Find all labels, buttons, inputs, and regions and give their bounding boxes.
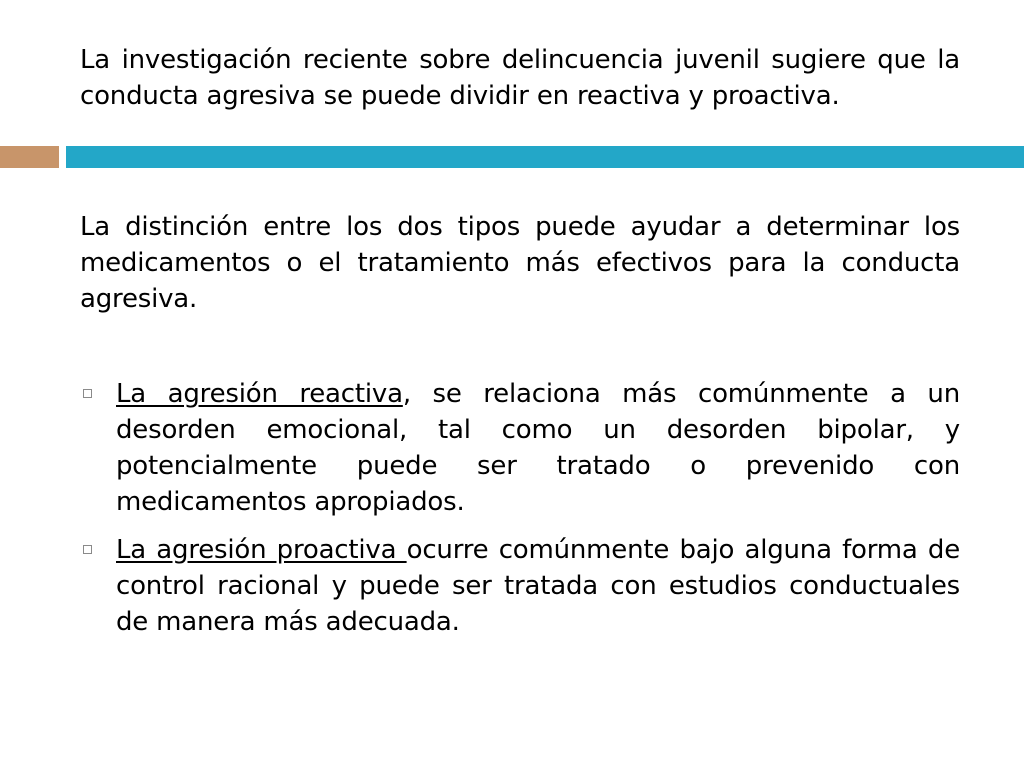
paragraph-intro: La investigación reciente sobre delincuencia juvenil sugiere que la conducta agresiva se puede dividir en reactiva y proactiva.: [80, 45, 960, 111]
term-proactive: La agresión proactiva: [116, 535, 407, 565]
bullet-list: [80, 376, 960, 652]
hollow-square-bullet-icon: [83, 545, 92, 554]
paragraph-distinction: La distinción entre los dos tipos puede ayudar a determinar los medicamentos o el tratamiento más efectivos para la conducta agresiva.: [80, 212, 960, 314]
term-reactive: La agresión reactiva: [116, 379, 403, 409]
bullet-text-reactive: , se relaciona más comúnmente a un desorden emocional, tal como un desorden bipolar, y potencialmente puede ser tratado o prevenido con medicamentos apropiados.: [116, 379, 960, 517]
list-item-reactive: [80, 376, 960, 520]
accent-bar-left: [0, 146, 59, 168]
accent-bar-right: [66, 146, 1024, 168]
bullet-text-proactive: ocurre comúnmente bajo alguna forma de control racional y puede ser tratada con estudios conductuales de manera más adecuada.: [116, 535, 960, 637]
hollow-square-bullet-icon: [83, 389, 92, 398]
list-item-proactive: [80, 532, 960, 640]
